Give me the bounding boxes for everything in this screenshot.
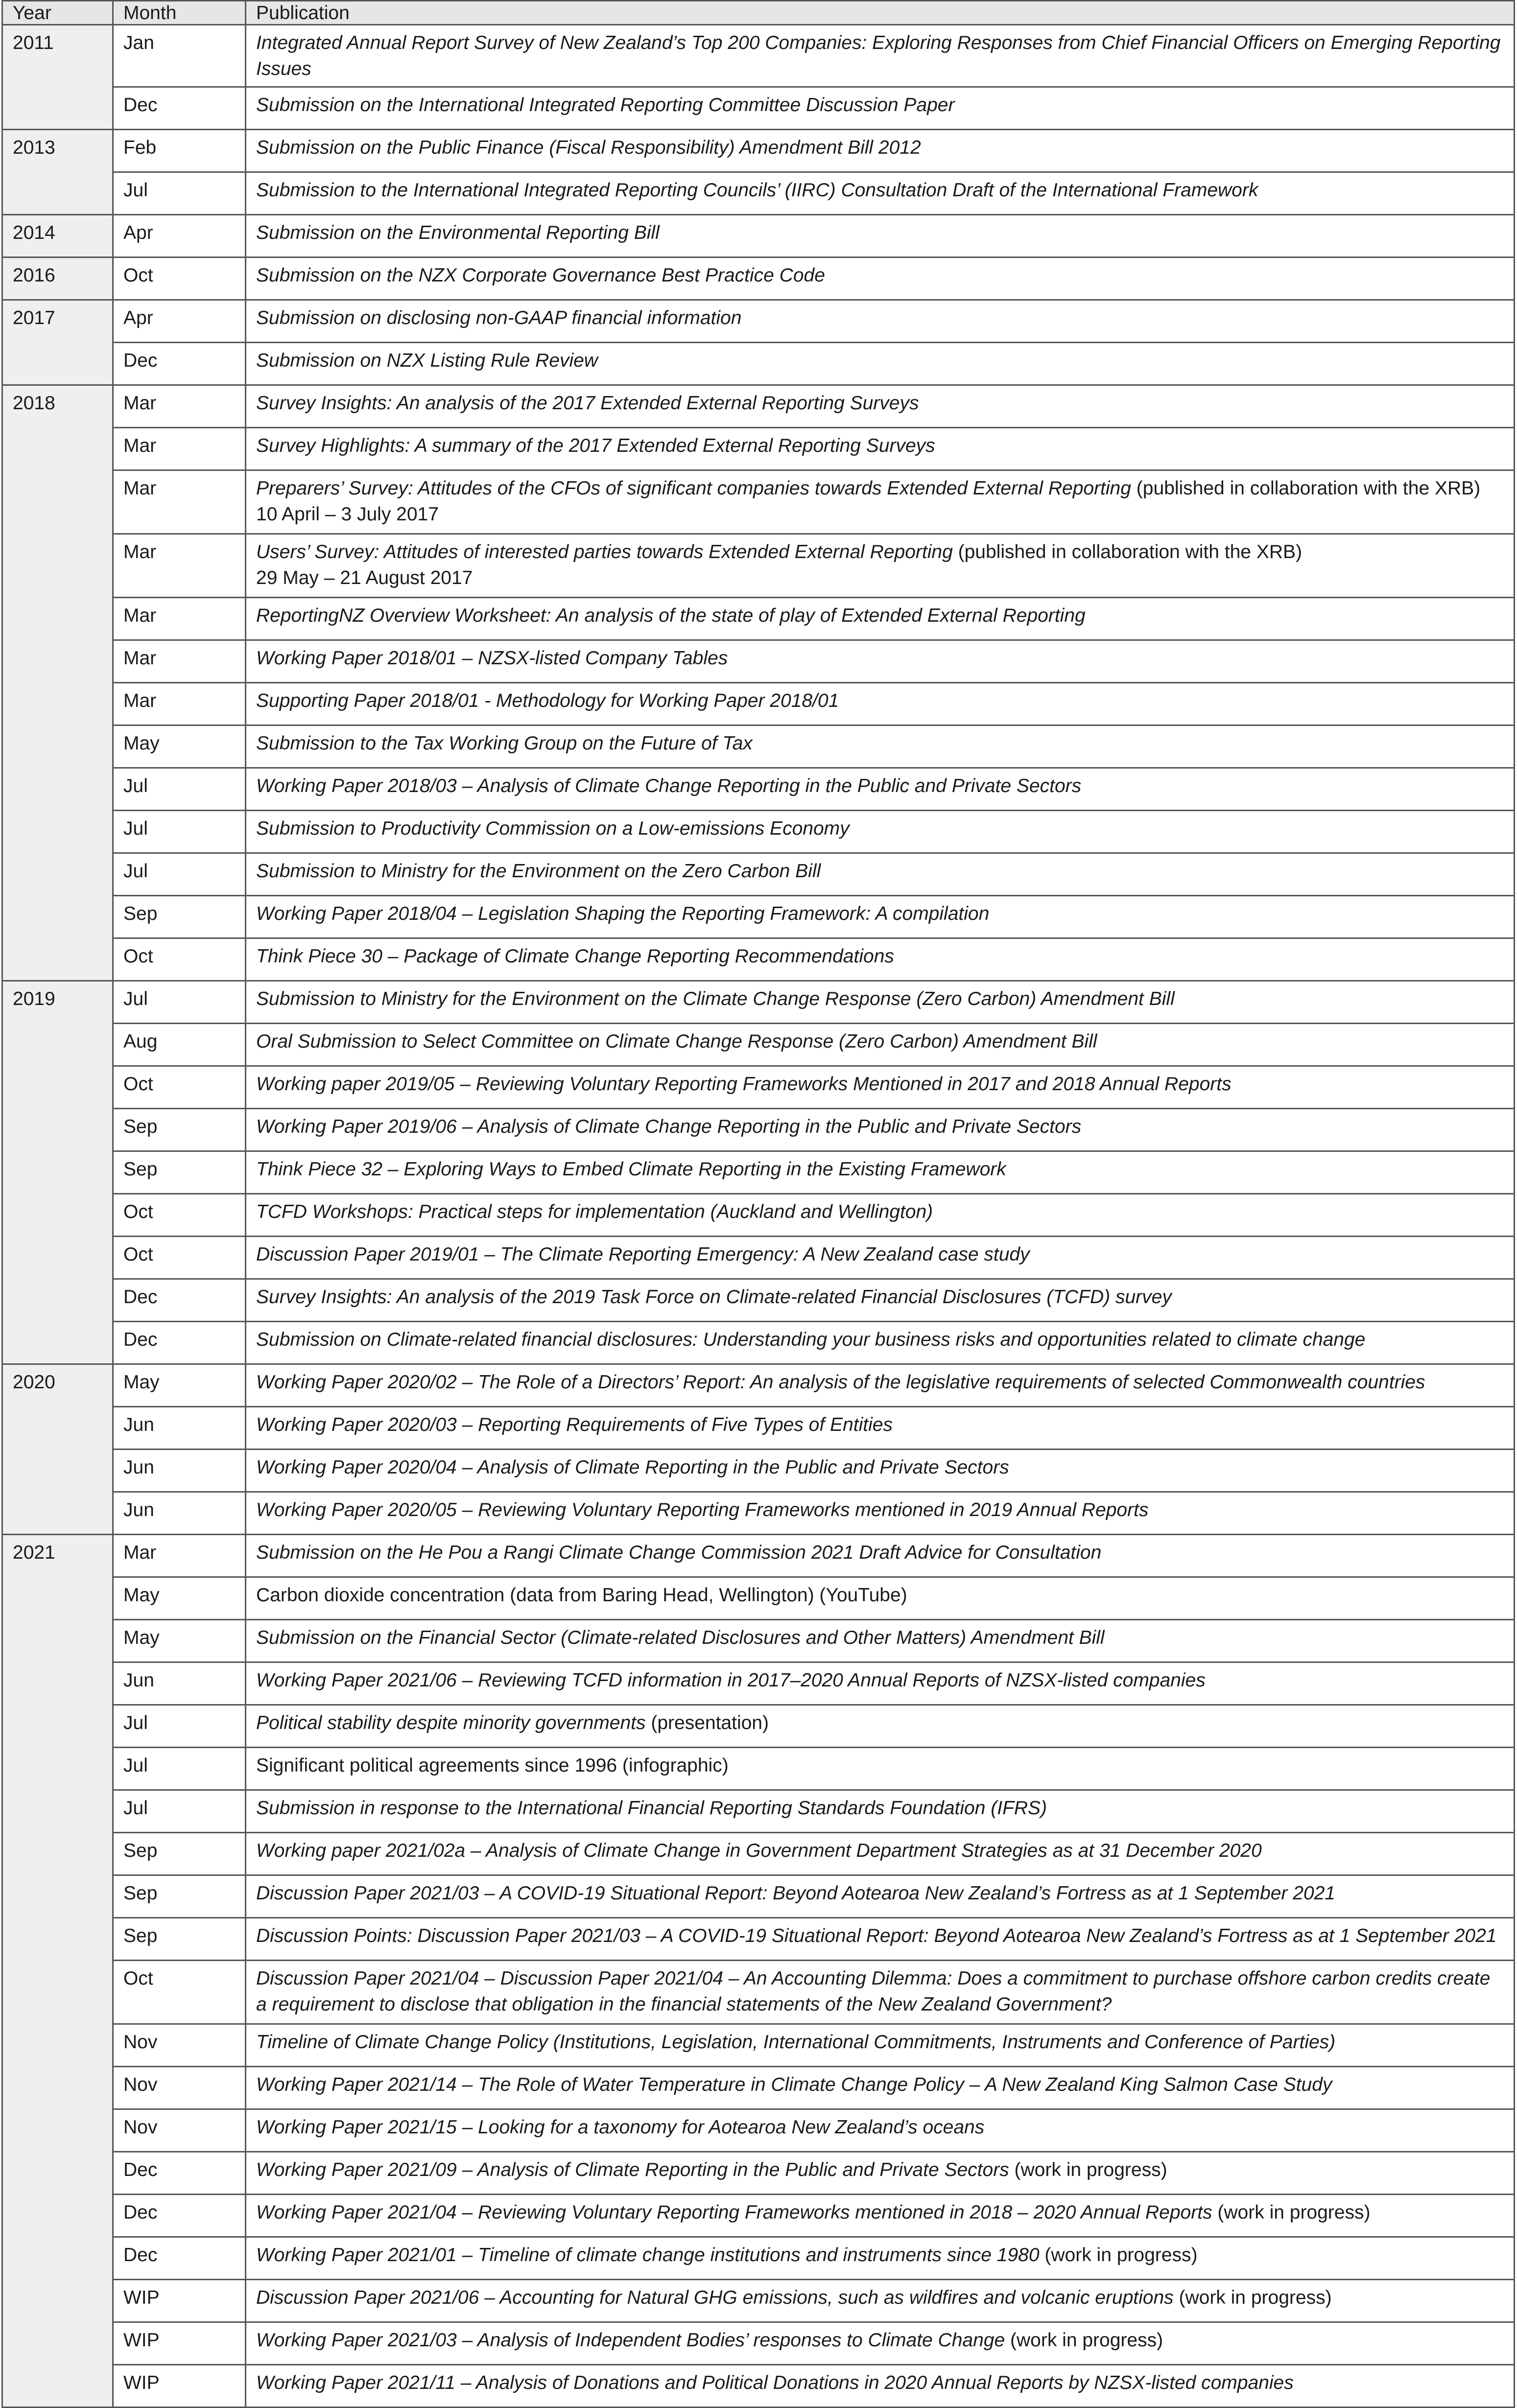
- month-cell: Mar: [113, 640, 246, 683]
- month-cell: Oct: [113, 257, 246, 300]
- publication-column-header: Publication: [246, 1, 1515, 25]
- month-cell: Jul: [113, 981, 246, 1024]
- month-cell: Sep: [113, 1109, 246, 1151]
- publication-title: Submission on the International Integrated Reporting Committee Discussion Paper: [256, 94, 955, 116]
- publication-title: Working Paper 2020/04 – Analysis of Climate Reporting in the Public and Private Sectors: [256, 1457, 1009, 1478]
- publications-body: [2, 25, 1515, 2408]
- month-cell: Oct: [113, 1237, 246, 1279]
- publication-cell: [246, 1961, 1515, 2024]
- month-cell: Apr: [113, 300, 246, 343]
- publication-title: Working Paper 2021/06 – Reviewing TCFD information in 2017–2020 Annual Reports of NZSX-listed companies: [256, 1670, 1206, 1691]
- publication-cell: [246, 25, 1515, 87]
- table-row: [2, 1875, 1515, 1918]
- table-row: [2, 2067, 1515, 2109]
- publication-title: Political stability despite minority governments: [256, 1712, 646, 1733]
- publication-title: Discussion Points: Discussion Paper 2021/03 – A COVID-19 Situational Report: Beyond Aotearoa New Zealand’s Fortress as at 1 September 2021: [256, 1925, 1497, 1946]
- publication-cell: [246, 2152, 1515, 2195]
- table-row: [2, 534, 1515, 598]
- month-cell: Jun: [113, 1662, 246, 1705]
- table-row: [2, 172, 1515, 215]
- publication-cell: [246, 534, 1515, 598]
- year-cell: 2011: [2, 25, 113, 130]
- publication-cell: [246, 938, 1515, 981]
- publication-cell: [246, 598, 1515, 640]
- publication-cell: [246, 2280, 1515, 2322]
- publication-title: Think Piece 32 – Exploring Ways to Embed Climate Reporting in the Existing Framework: [256, 1159, 1006, 1180]
- publication-cell: [246, 215, 1515, 257]
- publication-title: Working Paper 2018/03 – Analysis of Climate Change Reporting in the Public and Private Sectors: [256, 775, 1082, 796]
- table-row: [2, 2024, 1515, 2067]
- month-cell: Jul: [113, 1748, 246, 1790]
- month-cell: Jul: [113, 768, 246, 811]
- table-row: [2, 938, 1515, 981]
- month-cell: Mar: [113, 428, 246, 470]
- table-row: [2, 853, 1515, 896]
- publication-title: Preparers’ Survey: Attitudes of the CFOs of significant companies towards Extended External Reporting: [256, 478, 1131, 499]
- publication-title: Working Paper 2021/14 – The Role of Water Temperature in Climate Change Policy – A New Zealand King Salmon Case Study: [256, 2074, 1332, 2095]
- publication-cell: [246, 1109, 1515, 1151]
- publication-note: (work in progress): [1005, 2330, 1163, 2351]
- publication-title: Working paper 2021/02a – Analysis of Climate Change in Government Department Strategies as at 31 December 2020: [256, 1840, 1262, 1861]
- publication-cell: [246, 470, 1515, 534]
- publication-cell: [246, 2067, 1515, 2109]
- publication-note: (work in progress): [1039, 2244, 1198, 2266]
- table-row: [2, 1961, 1515, 2024]
- table-row: [2, 300, 1515, 343]
- month-cell: WIP: [113, 2365, 246, 2408]
- month-cell: Dec: [113, 1279, 246, 1322]
- table-row: [2, 87, 1515, 130]
- month-cell: Nov: [113, 2109, 246, 2152]
- month-cell: Mar: [113, 683, 246, 725]
- publication-note: (presentation): [645, 1712, 769, 1733]
- publication-title: Integrated Annual Report Survey of New Zealand’s Top 200 Companies: Exploring Responses from Chief Financial Officers on Emerging Reporting Issues: [256, 32, 1501, 79]
- month-cell: Sep: [113, 1833, 246, 1875]
- table-row: [2, 725, 1515, 768]
- month-cell: Nov: [113, 2024, 246, 2067]
- publication-cell: [246, 385, 1515, 428]
- month-cell: Dec: [113, 2237, 246, 2280]
- table-row: [2, 1322, 1515, 1364]
- publication-cell: [246, 1151, 1515, 1194]
- table-row: [2, 1535, 1515, 1577]
- table-row: [2, 1748, 1515, 1790]
- publication-cell: [246, 640, 1515, 683]
- month-cell: Dec: [113, 343, 246, 385]
- month-cell: Jun: [113, 1492, 246, 1535]
- publication-title: Timeline of Climate Change Policy (Institutions, Legislation, International Commitments, Instruments and Conference of Parties): [256, 2032, 1336, 2053]
- publication-cell: [246, 1237, 1515, 1279]
- publication-cell: [246, 130, 1515, 172]
- month-cell: Mar: [113, 534, 246, 598]
- publication-cell: [246, 257, 1515, 300]
- publication-cell: [246, 1535, 1515, 1577]
- table-row: [2, 1151, 1515, 1194]
- table-row: [2, 768, 1515, 811]
- month-cell: Aug: [113, 1024, 246, 1066]
- month-cell: Oct: [113, 1961, 246, 2024]
- publication-cell: [246, 853, 1515, 896]
- publication-title: Working Paper 2021/01 – Timeline of climate change institutions and instruments since 1980: [256, 2244, 1040, 2266]
- month-cell: Jul: [113, 1790, 246, 1833]
- year-cell: 2017: [2, 300, 113, 385]
- publication-title: Submission on the Environmental Reporting Bill: [256, 222, 660, 243]
- table-row: [2, 470, 1515, 534]
- month-cell: Oct: [113, 1066, 246, 1109]
- publication-title: Submission to the Tax Working Group on the Future of Tax: [256, 733, 753, 754]
- publication-title: Supporting Paper 2018/01 - Methodology for Working Paper 2018/01: [256, 690, 839, 711]
- publication-cell: [246, 768, 1515, 811]
- publication-title: Users’ Survey: Attitudes of interested parties towards Extended External Reporting: [256, 541, 953, 562]
- month-cell: Dec: [113, 1322, 246, 1364]
- publication-cell: [246, 1705, 1515, 1748]
- publication-cell: [246, 1833, 1515, 1875]
- publication-note: Significant political agreements since 1996 (infographic): [256, 1755, 729, 1776]
- month-cell: Apr: [113, 215, 246, 257]
- publication-title: Submission to Ministry for the Environment on the Zero Carbon Bill: [256, 861, 821, 882]
- publication-title: Working Paper 2019/06 – Analysis of Climate Change Reporting in the Public and Private Sectors: [256, 1116, 1082, 1137]
- month-cell: Jul: [113, 1705, 246, 1748]
- table-row: [2, 896, 1515, 938]
- month-cell: Dec: [113, 87, 246, 130]
- month-cell: Jun: [113, 1407, 246, 1449]
- publication-title: Working Paper 2018/01 – NZSX-listed Company Tables: [256, 648, 728, 669]
- publication-cell: [246, 811, 1515, 853]
- publication-title: Working Paper 2021/03 – Analysis of Independent Bodies’ responses to Climate Change: [256, 2330, 1005, 2351]
- table-row: [2, 1705, 1515, 1748]
- table-row: [2, 1066, 1515, 1109]
- month-cell: May: [113, 1364, 246, 1407]
- publication-dates: 29 May – 21 August 2017: [256, 567, 473, 588]
- publication-note: (work in progress): [1173, 2287, 1332, 2308]
- year-cell: 2013: [2, 130, 113, 215]
- publication-cell: [246, 1790, 1515, 1833]
- publication-cell: [246, 172, 1515, 215]
- publication-title: Submission on Climate-related financial disclosures: Understanding your business risks and opportunities related to climate change: [256, 1329, 1366, 1350]
- publication-title: Submission to Ministry for the Environment on the Climate Change Response (Zero Carbon) Amendment Bill: [256, 988, 1175, 1009]
- table-row: [2, 640, 1515, 683]
- month-cell: Nov: [113, 2067, 246, 2109]
- table-row: [2, 1577, 1515, 1620]
- month-cell: Feb: [113, 130, 246, 172]
- publication-cell: [246, 87, 1515, 130]
- table-row: [2, 1194, 1515, 1237]
- publication-cell: [246, 1620, 1515, 1662]
- table-row: [2, 1237, 1515, 1279]
- publication-title: ReportingNZ Overview Worksheet: An analysis of the state of play of Extended External Reporting: [256, 605, 1086, 626]
- publication-cell: [246, 1492, 1515, 1535]
- month-cell: Jul: [113, 853, 246, 896]
- table-row: [2, 2152, 1515, 2195]
- year-cell: 2021: [2, 1535, 113, 2408]
- table-row: [2, 1620, 1515, 1662]
- publication-title: Oral Submission to Select Committee on Climate Change Response (Zero Carbon) Amendment Bill: [256, 1031, 1097, 1052]
- publication-cell: [246, 2365, 1515, 2408]
- table-row: [2, 2322, 1515, 2365]
- publication-note: Carbon dioxide concentration (data from Baring Head, Wellington) (YouTube): [256, 1585, 907, 1606]
- table-row: [2, 1279, 1515, 1322]
- publication-title: Submission to the International Integrated Reporting Councils’ (IIRC) Consultation Draft of the International Framework: [256, 180, 1258, 201]
- publication-cell: [246, 1066, 1515, 1109]
- publication-cell: [246, 1407, 1515, 1449]
- publication-cell: [246, 428, 1515, 470]
- table-row: [2, 257, 1515, 300]
- table-row: [2, 130, 1515, 172]
- year-cell: 2020: [2, 1364, 113, 1535]
- table-row: [2, 1833, 1515, 1875]
- publication-cell: [246, 1875, 1515, 1918]
- publication-cell: [246, 1364, 1515, 1407]
- publication-cell: [246, 1322, 1515, 1364]
- month-cell: Jul: [113, 172, 246, 215]
- publication-note: (published in collaboration with the XRB): [1131, 478, 1481, 499]
- publication-cell: [246, 1194, 1515, 1237]
- publication-title: Working Paper 2018/04 – Legislation Shaping the Reporting Framework: A compilation: [256, 903, 990, 924]
- month-cell: Mar: [113, 385, 246, 428]
- publication-title: Working Paper 2021/04 – Reviewing Voluntary Reporting Frameworks mentioned in 2018 – 2020 Annual Reports: [256, 2202, 1212, 2223]
- table-row: [2, 343, 1515, 385]
- table-row: [2, 385, 1515, 428]
- table-row: [2, 1918, 1515, 1961]
- year-cell: 2014: [2, 215, 113, 257]
- publication-cell: [246, 1748, 1515, 1790]
- table-row: [2, 1024, 1515, 1066]
- table-row: [2, 1407, 1515, 1449]
- publication-title: Discussion Paper 2021/04 – Discussion Paper 2021/04 – An Accounting Dilemma: Does a commitment to purchase offshore carbon credits create a requirement to disclose that obligation in the financial statements of the New Zealand Government?: [256, 1968, 1491, 2015]
- month-cell: Jul: [113, 811, 246, 853]
- publication-cell: [246, 725, 1515, 768]
- publication-cell: [246, 1024, 1515, 1066]
- table-row: [2, 2109, 1515, 2152]
- publication-cell: [246, 2322, 1515, 2365]
- month-cell: Jan: [113, 25, 246, 87]
- publication-cell: [246, 1577, 1515, 1620]
- month-cell: Mar: [113, 598, 246, 640]
- publication-cell: [246, 896, 1515, 938]
- publication-cell: [246, 1279, 1515, 1322]
- month-cell: Sep: [113, 1151, 246, 1194]
- publication-title: Submission on NZX Listing Rule Review: [256, 350, 598, 371]
- publication-title: TCFD Workshops: Practical steps for implementation (Auckland and Wellington): [256, 1201, 933, 1222]
- publication-title: Survey Insights: An analysis of the 2019 Task Force on Climate-related Financial Disclosures (TCFD) survey: [256, 1286, 1172, 1308]
- publication-title: Working Paper 2021/09 – Analysis of Climate Reporting in the Public and Private Sectors: [256, 2159, 1009, 2180]
- publication-cell: [246, 2024, 1515, 2067]
- publication-title: Submission on the Public Finance (Fiscal Responsibility) Amendment Bill 2012: [256, 137, 921, 158]
- publication-title: Submission on the He Pou a Rangi Climate Change Commission 2021 Draft Advice for Consultation: [256, 1542, 1102, 1563]
- table-row: [2, 683, 1515, 725]
- month-cell: Dec: [113, 2195, 246, 2237]
- table-row: [2, 981, 1515, 1024]
- month-cell: Sep: [113, 1875, 246, 1918]
- table-row: [2, 1364, 1515, 1407]
- year-column-header: Year: [2, 1, 113, 25]
- publication-title: Survey Highlights: A summary of the 2017 Extended External Reporting Surveys: [256, 435, 935, 456]
- publication-title: Survey Insights: An analysis of the 2017 Extended External Reporting Surveys: [256, 393, 919, 414]
- publication-cell: [246, 343, 1515, 385]
- publication-title: Working paper 2019/05 – Reviewing Voluntary Reporting Frameworks Mentioned in 2017 and 2018 Annual Reports: [256, 1074, 1232, 1095]
- header-row: [2, 1, 1515, 25]
- year-cell: 2018: [2, 385, 113, 981]
- month-cell: Oct: [113, 1194, 246, 1237]
- month-cell: Sep: [113, 1918, 246, 1961]
- month-cell: May: [113, 1620, 246, 1662]
- publication-cell: [246, 2109, 1515, 2152]
- table-row: [2, 2365, 1515, 2408]
- publication-title: Discussion Paper 2021/06 – Accounting for Natural GHG emissions, such as wildfires and volcanic eruptions: [256, 2287, 1174, 2308]
- publication-title: Submission on the NZX Corporate Governance Best Practice Code: [256, 265, 825, 286]
- publication-title: Submission in response to the International Financial Reporting Standards Foundation (IFRS): [256, 1798, 1047, 1819]
- month-cell: Dec: [113, 2152, 246, 2195]
- publication-cell: [246, 1662, 1515, 1705]
- table-row: [2, 1662, 1515, 1705]
- publication-title: Submission to Productivity Commission on a Low-emissions Economy: [256, 818, 850, 839]
- publication-cell: [246, 2195, 1515, 2237]
- publication-note: (work in progress): [1009, 2159, 1167, 2180]
- month-cell: WIP: [113, 2280, 246, 2322]
- publication-title: Working Paper 2020/03 – Reporting Requirements of Five Types of Entities: [256, 1414, 893, 1435]
- month-cell: Mar: [113, 1535, 246, 1577]
- month-cell: Oct: [113, 938, 246, 981]
- table-row: [2, 428, 1515, 470]
- publication-title: Discussion Paper 2019/01 – The Climate Reporting Emergency: A New Zealand case study: [256, 1244, 1030, 1265]
- publication-title: Working Paper 2021/11 – Analysis of Donations and Political Donations in 2020 Annual Reports by NZSX-listed companies: [256, 2372, 1294, 2393]
- publication-dates: 10 April – 3 July 2017: [256, 504, 439, 525]
- table-row: [2, 2280, 1515, 2322]
- publication-title: Submission on the Financial Sector (Climate-related Disclosures and Other Matters) Amendment Bill: [256, 1627, 1105, 1648]
- table-row: [2, 1790, 1515, 1833]
- table-row: [2, 1492, 1515, 1535]
- publication-note: (work in progress): [1212, 2202, 1371, 2223]
- publication-title: Submission on disclosing non-GAAP financial information: [256, 307, 742, 328]
- year-cell: 2016: [2, 257, 113, 300]
- publication-title: Working Paper 2021/15 – Looking for a taxonomy for Aotearoa New Zealand’s oceans: [256, 2117, 985, 2138]
- publication-cell: [246, 300, 1515, 343]
- table-row: [2, 25, 1515, 87]
- table-row: [2, 1449, 1515, 1492]
- month-cell: Sep: [113, 896, 246, 938]
- publications-table: [1, 0, 1515, 2408]
- publication-title: Working Paper 2020/02 – The Role of a Directors’ Report: An analysis of the legislative requirements of selected Commonwealth countries: [256, 1372, 1425, 1393]
- table-row: [2, 1109, 1515, 1151]
- month-cell: WIP: [113, 2322, 246, 2365]
- publication-cell: [246, 1918, 1515, 1961]
- publication-cell: [246, 981, 1515, 1024]
- month-cell: May: [113, 1577, 246, 1620]
- month-column-header: Month: [113, 1, 246, 25]
- month-cell: Jun: [113, 1449, 246, 1492]
- publication-cell: [246, 1449, 1515, 1492]
- table-row: [2, 2237, 1515, 2280]
- publication-cell: [246, 2237, 1515, 2280]
- publication-cell: [246, 683, 1515, 725]
- month-cell: May: [113, 725, 246, 768]
- month-cell: Mar: [113, 470, 246, 534]
- table-row: [2, 2195, 1515, 2237]
- table-row: [2, 215, 1515, 257]
- publication-note: (published in collaboration with the XRB): [952, 541, 1302, 562]
- publication-title: Discussion Paper 2021/03 – A COVID-19 Situational Report: Beyond Aotearoa New Zealand’s Fortress as at 1 September 2021: [256, 1883, 1335, 1904]
- year-cell: 2019: [2, 981, 113, 1364]
- table-row: [2, 811, 1515, 853]
- publication-title: Working Paper 2020/05 – Reviewing Voluntary Reporting Frameworks mentioned in 2019 Annual Reports: [256, 1499, 1149, 1520]
- publication-title: Think Piece 30 – Package of Climate Change Reporting Recommendations: [256, 946, 894, 967]
- table-row: [2, 598, 1515, 640]
